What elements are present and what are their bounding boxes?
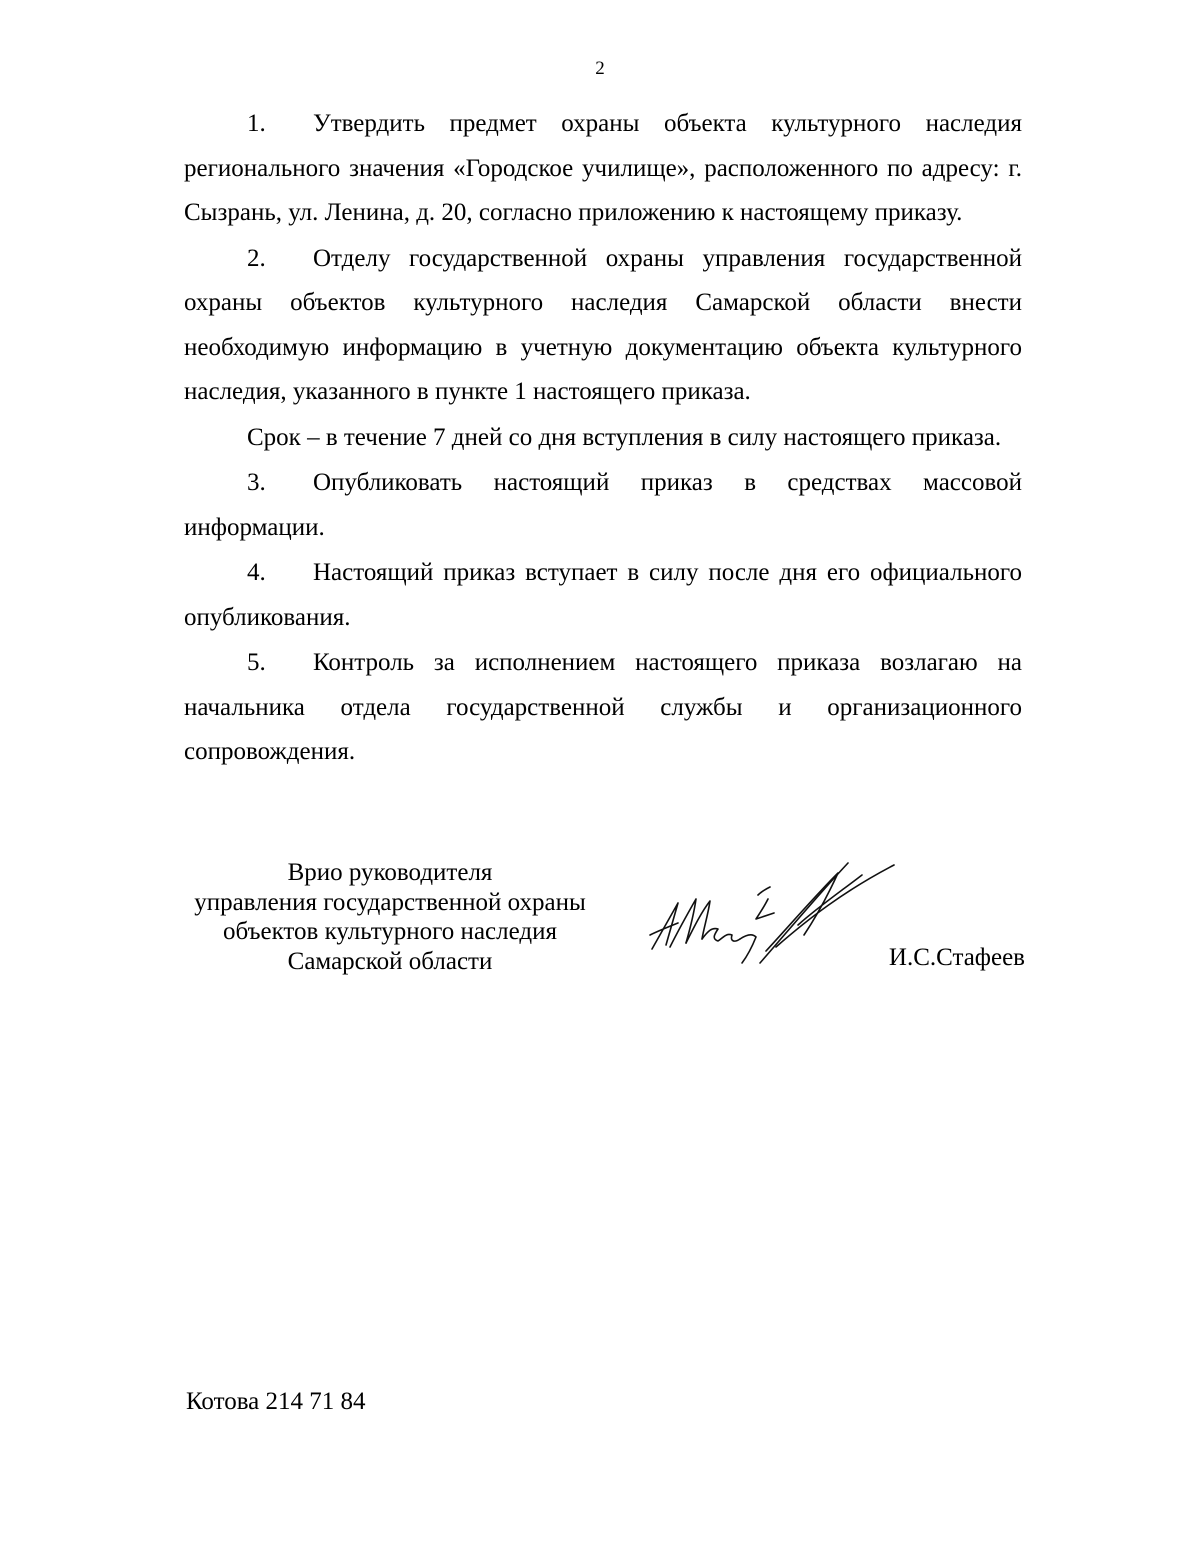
item-text: Настоящий приказ вступает в силу после дня его официального опубликования.	[184, 559, 1022, 631]
item-number: 5.	[247, 649, 266, 676]
position-line: Самарской области	[287, 947, 493, 975]
deadline-note	[184, 416, 1022, 461]
contact-info: Котова 214 71 84	[186, 1388, 366, 1415]
item-number: 1.	[247, 110, 266, 137]
position-line: Врио руководителя	[287, 859, 493, 886]
item-text: Контроль за исполнением настоящего приказа возлагаю на начальника отдела государственной службы и организационного сопровождения.	[184, 649, 1022, 765]
item-number: 2.	[247, 244, 266, 272]
order-item-5	[184, 641, 1022, 775]
item-number: 3.	[247, 469, 266, 496]
signer-name: И.С.Стафеев	[888, 944, 1025, 971]
item-text: Отделу государственной охраны управления государственной охраны объектов культурного наследия Самарской области внести необходимую информацию в учетную документацию объекта культурного наследия, указанного в пункте 1 настоящего приказа.	[184, 244, 1022, 405]
order-body	[184, 102, 1022, 775]
deadline-text: Срок – в течение 7 дней со дня вступления в силу настоящего приказа.	[247, 423, 1002, 451]
order-item-1	[184, 102, 1022, 236]
signer-position	[170, 858, 610, 976]
position-line: объектов культурного наследия	[223, 918, 557, 945]
item-number: 4.	[247, 559, 266, 586]
page-number: 2	[595, 58, 605, 79]
order-item-2	[184, 237, 1022, 415]
order-item-4	[184, 551, 1022, 640]
item-text: Опубликовать настоящий приказ в средствах массовой информации.	[184, 469, 1022, 541]
handwritten-signature	[648, 855, 898, 975]
item-text: Утвердить предмет охраны объекта культурного наследия регионального значения «Городское училище», расположенного по адресу: г. Сызрань, ул. Ленина, д. 20, согласно приложению к настоящему приказу.	[184, 110, 1022, 226]
position-line: управления государственной охраны	[194, 888, 586, 916]
order-item-3	[184, 461, 1022, 550]
